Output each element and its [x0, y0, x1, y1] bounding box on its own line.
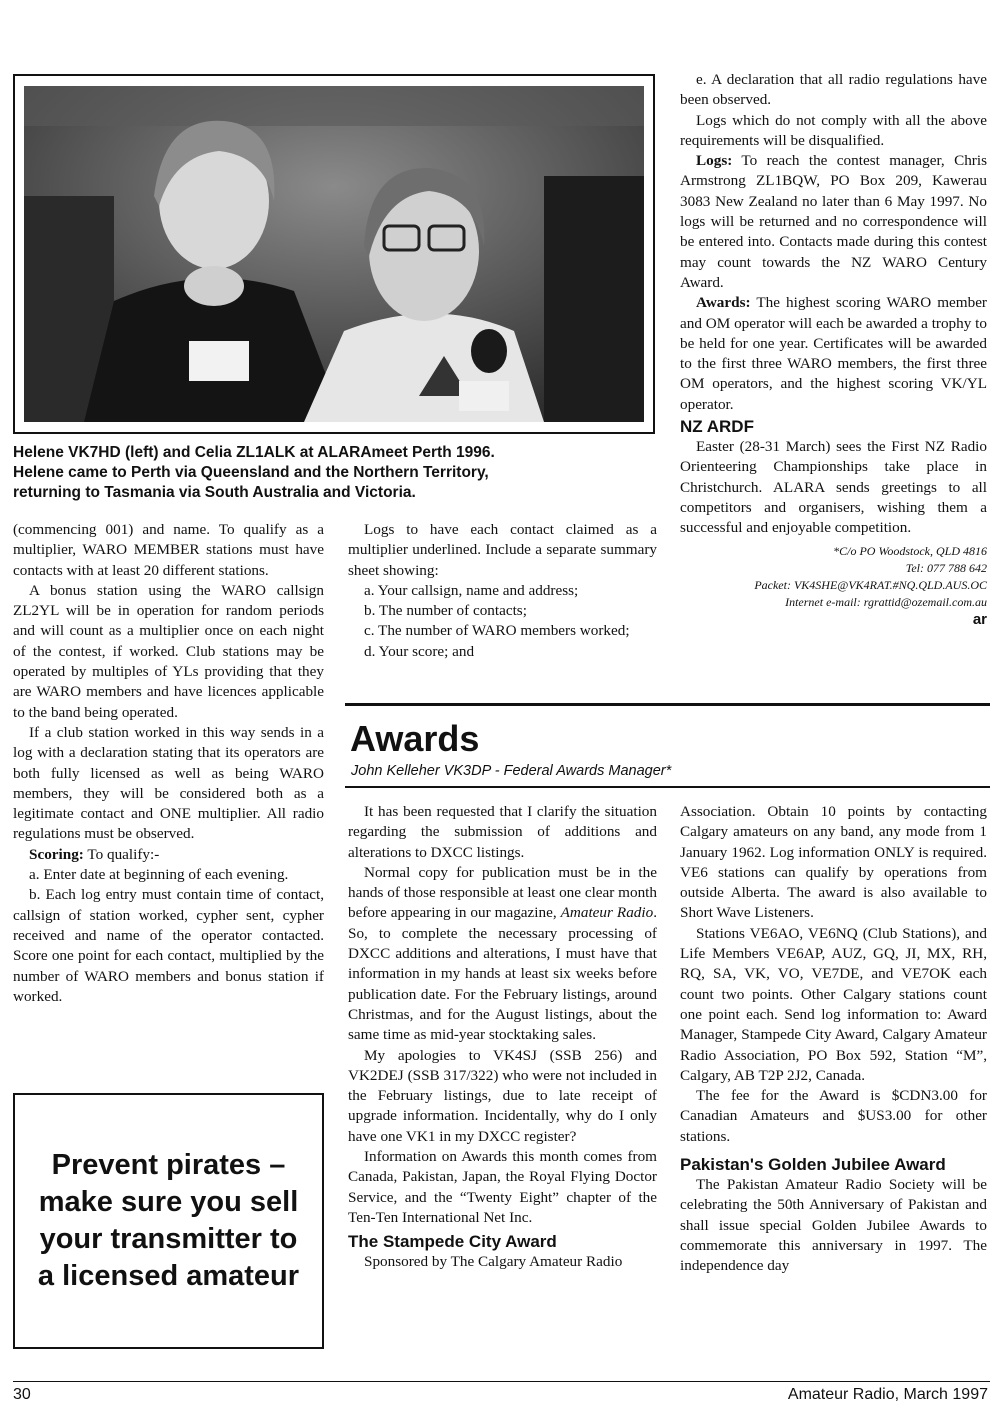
paragraph: Information on Awards this month comes from Canada, Pakistan, Japan, the Royal Flying Doctor Service, and the “Twenty Eight” chapter of the Ten-Ten International Net Inc. [348, 1148, 657, 1226]
caption-line: returning to Tasmania via South Australia and Victoria. [13, 484, 416, 501]
address-line: *C/o PO Woodstock, QLD 4816 [833, 543, 987, 558]
paragraph: Logs to have each contact claimed as a multiplier underlined. Include a separate summary sheet showing: [348, 521, 657, 579]
awards-col3-text [680, 802, 987, 1277]
section-rule-bottom [345, 786, 990, 788]
col3-article-text [680, 70, 987, 629]
text-span: Normal copy for publication must be in the hands of those responsible at least one clear month before appearing in our magazine, [348, 863, 657, 922]
paragraph: (commencing 001) and name. To qualify as a multiplier, WARO MEMBER stations must have contacts with at least 20 different stations. [13, 521, 324, 579]
promo-box [13, 1093, 324, 1349]
scoring-paragraph [13, 845, 324, 865]
author-address [680, 543, 987, 611]
awards-col2-text [348, 802, 657, 1273]
caption-line: Helene VK7HD (left) and Celia ZL1ALK at ALARAmeet Perth 1996. [13, 444, 495, 461]
address-line: Internet e-mail: rgrattid@ozemail.com.au [785, 594, 987, 609]
scoring-label: Scoring: [29, 845, 84, 863]
list-item: e. A declaration that all radio regulations have been observed. [680, 71, 987, 109]
list-item: b. Each log entry must contain time of contact, callsign of station worked, cypher sent, cypher received and name of the operator contacted. Score one point for each contact, multiplied by the number of WARO members and bonus station if worked. [13, 886, 324, 1005]
list-item: d. Your score; and [364, 642, 475, 660]
list-item: a. Your callsign, name and address; [364, 581, 579, 599]
paragraph: A bonus station using the WARO callsign ZL2YL will be in operation for random periods and will count as a multiplier once on each night of the contest, if worked. Club stations may be operated by multiples of YLs providing that they are WARO members and have licences applicable to the band being operated. [13, 581, 324, 721]
list-item: a. Enter date at beginning of each evening. [29, 866, 289, 884]
scoring-text: To qualify:- [83, 845, 160, 863]
paragraph: It has been requested that I clarify the situation regarding the submission of additions and alterations to DXCC listings. [348, 803, 657, 861]
awards-paragraph [680, 293, 987, 415]
awards-label: Awards: [696, 294, 751, 312]
magazine-name: Amateur Radio [560, 904, 654, 922]
logs-text: To reach the contest manager, Chris Armstrong ZL1BQW, PO Box 209, Kawerau 3083 New Zealand no later than 6 May 1997. No logs will be returned and no correspondence will be entered into. Contacts made during this contest may count towards the NZ WARO Century Award. [680, 152, 987, 291]
col1-article-text [13, 520, 324, 1007]
logs-paragraph [680, 151, 987, 293]
end-mark: ar [972, 610, 987, 628]
paragraph: Association. Obtain 10 points by contacting Calgary amateurs on any band, any mode from 1 January 1962. Log information ONLY is required. VE6 stations can qualify by operations from outside Alberta. The award is also available to Short Wave Listeners. [680, 803, 987, 922]
subheading-pakistan: Pakistan's Golden Jubilee Award [680, 1155, 946, 1175]
paragraph: The fee for the Award is $CDN3.00 for Canadian Amateurs and $US3.00 for other stations. [680, 1087, 987, 1145]
section-heading-nz-ardf: NZ ARDF [680, 417, 754, 437]
paragraph: Easter (28-31 March) sees the First NZ Radio Orienteering Championships take place in Christchurch. ALARA sends greetings to all competitors and organisers, wishing them a successful and enjoyable competition. [680, 438, 987, 537]
subheading-stampede: The Stampede City Award [348, 1232, 557, 1252]
footer-rule [13, 1381, 990, 1382]
logs-label: Logs: [696, 152, 733, 170]
paragraph [348, 863, 657, 1046]
photo-frame [13, 74, 655, 434]
photo-illustration [24, 86, 644, 422]
paragraph: If a club station worked in this way sends in a log with a declaration stating that its operators are both fully licensed as well as being WARO members, they will be considered both as a legitimate contact and ONE multiplier. All radio regulations must be observed. [13, 723, 324, 843]
address-line: Tel: 077 788 642 [905, 560, 987, 575]
publication-name: Amateur Radio, March 1997 [787, 1386, 988, 1403]
list-item: b. The number of contacts; [364, 602, 527, 620]
text-span: . So, to complete the necessary processing of DXCC additions and alterations, I must have that information in my hands at least six weeks before publication date. For the February listings, around Christmas, and for the August listings, about the same time as mid-year stocktaking sales. [348, 904, 657, 1044]
paragraph: The Pakistan Amateur Radio Society will be celebrating the 50th Anniversary of Pakistan and shall issue special Golden Jubilee Awards to commemorate this anniversary in 1997. The independence day [680, 1176, 987, 1275]
caption-line: Helene came to Perth via Queensland and the Northern Territory, [13, 464, 489, 481]
photo-caption [13, 443, 663, 503]
section-title-awards: Awards [350, 718, 480, 759]
paragraph: My apologies to VK4SJ (SSB 256) and VK2DEJ (SSB 317/322) who were not included in the February listings, due to late receipt of upgrade information. Incidentally, why do I only have one VK1 in my DXCC register? [348, 1046, 657, 1145]
paragraph: Stations VE6AO, VE6NQ (Club Stations), and Life Members VE6AP, AUZ, GQ, JI, MX, RH, RQ, SA, VK, VO, VE7DE, and VE7OK each count two points. Other Calgary stations count one point each. Send log information to: Award Manager, Stampede City Award, Calgary Amateur Radio Association, PO Box 592, Station “M”, Calgary, AB T2P 2J2, Canada. [680, 924, 987, 1084]
paragraph: Sponsored by The Calgary Amateur Radio [364, 1253, 623, 1271]
photo-image [24, 86, 644, 422]
awards-text: The highest scoring WARO member and OM operator will each be awarded a trophy to be held for one year. Certificates will be awarded to the first three WARO members, the first three OM operators, and the highest scoring VK/YL operator. [680, 294, 987, 413]
byline: John Kelleher VK3DP - Federal Awards Manager* [351, 763, 672, 779]
col2-article-text [348, 520, 657, 662]
section-rule-top [345, 703, 990, 706]
list-item: c. The number of WARO members worked; [364, 622, 630, 640]
page-number: 30 [13, 1386, 31, 1403]
paragraph: Logs which do not comply with all the above requirements will be disqualified. [680, 111, 987, 149]
promo-text: Prevent pirates – make sure you sell your transmitter to a licensed amateur [37, 1149, 300, 1292]
address-line: Packet: VK4SHE@VK4RAT.#NQ.QLD.AUS.OC [754, 577, 987, 592]
